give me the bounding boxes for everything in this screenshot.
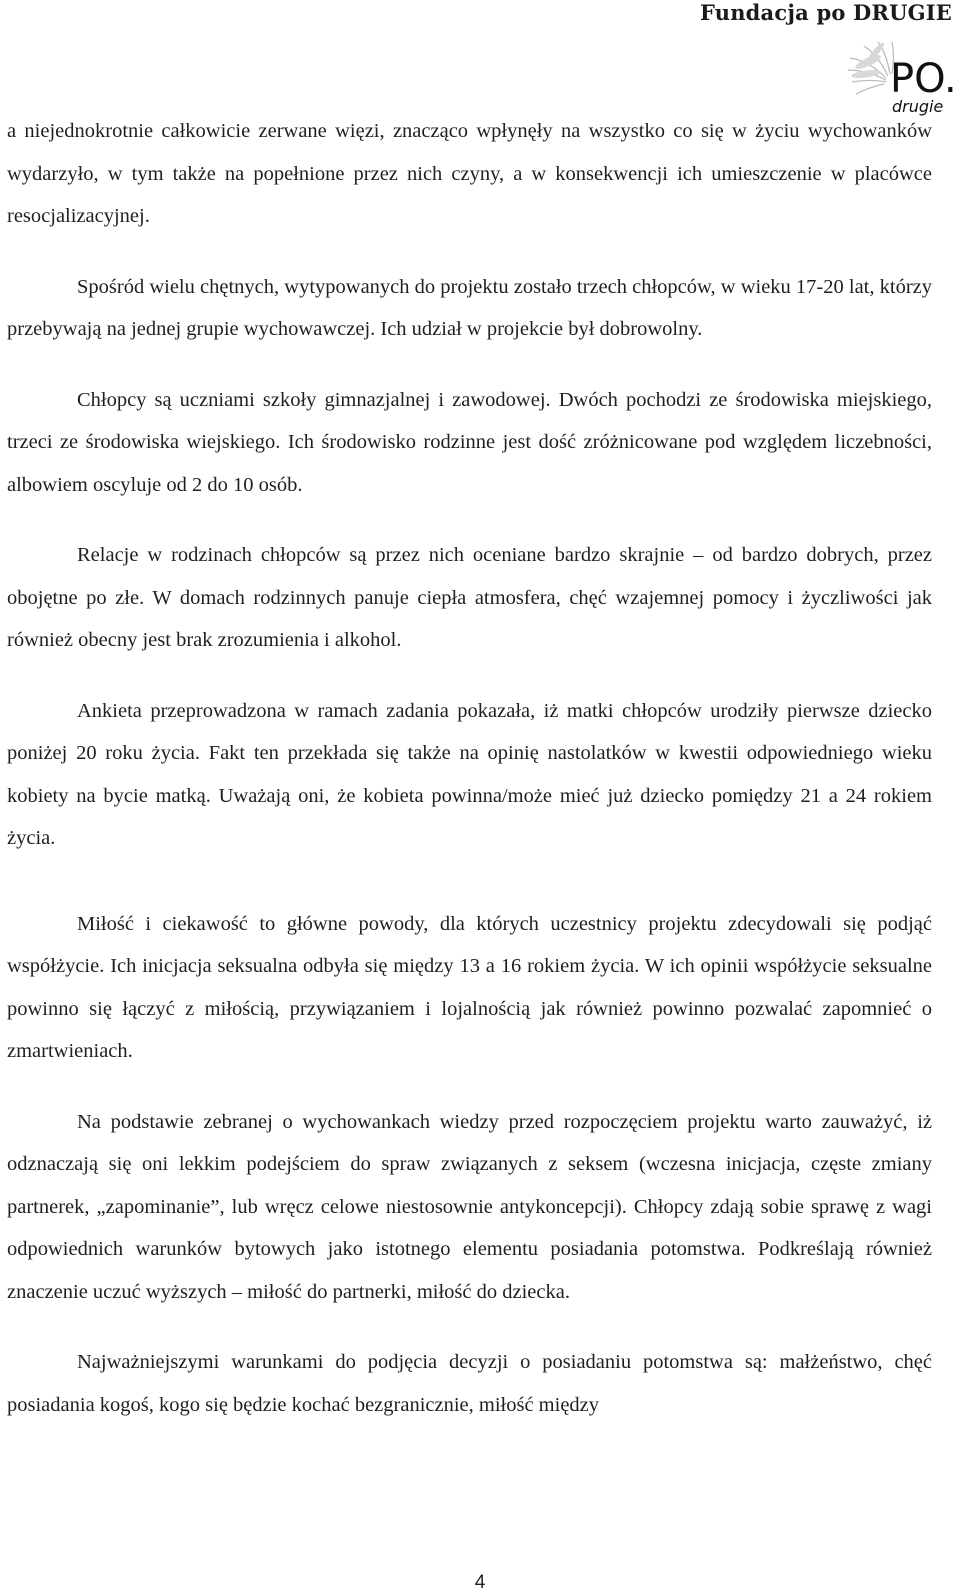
- paragraph-3: Chłopcy są uczniami szkoły gimnazjalnej i zawodowej. Dwóch pochodzi ze środowiska miejskiego, trzeci ze środowiska wiejskiego. Ich środowisko rodzinne jest dość zróżnicowane pod względem liczebności, albowiem oscyluje od 2 do 10 osób.: [7, 388, 932, 496]
- paragraph-8: Najważniejszymi warunkami do podjęcia decyzji o posiadaniu potomstwa są: małżeństwo, chęć posiadania kogoś, kogo się będzie kochać bezgranicznie, miłość między: [7, 1351, 932, 1416]
- page-number: 4: [474, 1572, 486, 1593]
- fundacja-logo: [846, 38, 957, 118]
- paragraph-2: Spośród wielu chętnych, wytypowanych do projektu zostało trzech chłopców, w wieku 17-20 lat, którzy przebywają na jednej grupie wychowawczej. Ich udział w projekcie był dobrowolny.: [7, 275, 932, 340]
- document-body: [7, 110, 932, 1426]
- paragraph-5: Ankieta przeprowadzona w ramach zadania pokazała, iż matki chłopców urodziły pierwsze dziecko poniżej 20 roku życia. Fakt ten przekłada się także na opinię nastolatków w kwestii odpowiedniego wieku kobiety na bycie matką. Uważają oni, że kobieta powinna/może mieć już dziecko pomiędzy 21 a 24 rokiem życia.: [7, 699, 932, 849]
- paragraph-7: Na podstawie zebranej o wychowankach wiedzy przed rozpoczęciem projektu warto zauważyć, iż odznaczają się oni lekkim podejściem do spraw związanych z seksem (wczesna inicjacja, częste zmiany partnerek, „zapominanie”, lub wręcz celowe niestosownie antykoncepcji). Chłopcy zdają sobie sprawę z wagi odpowiednich warunków bytowych jako istotnego elementu posiadania potomstwa. Podkreślają również znaczenie uczuć wyższych – miłość do partnerki, miłość do dziecka.: [7, 1110, 932, 1303]
- paragraph-4: Relacje w rodzinach chłopców są przez nich oceniane bardzo skrajnie – od bardzo dobrych, przez obojętne po złe. W domach rodzinnych panuje ciepła atmosfera, chęć wzajemnej pomocy i życzliwości jak również obecny jest brak zrozumienia i alkohol.: [7, 544, 932, 651]
- paragraph-6: Miłość i ciekawość to główne powody, dla których uczestnicy projektu zdecydowali się podjąć współżycie. Ich inicjacja seksualna odbyła się między 13 a 16 rokiem życia. W ich opinii współżycie seksualne powinno się łączyć z miłością, przywiązaniem i lojalnością jak również powinno pozwalać zapomnieć o zmartwieniach.: [7, 912, 932, 1062]
- logo-text-po: PO.: [890, 56, 957, 102]
- paragraph-1: a niejednokrotnie całkowicie zerwane więzi, znacząco wpłynęły na wszystko co się w życiu wychowanków wydarzyło, w tym także na popełnione przez nich czyny, a w konsekwencji ich umieszczenie w placówce resocjalizacyjnej.: [7, 120, 932, 227]
- wing-icon: [846, 38, 957, 118]
- header-title: Fundacja po DRUGIE: [699, 0, 952, 25]
- logo-text-drugie: drugie: [892, 97, 944, 116]
